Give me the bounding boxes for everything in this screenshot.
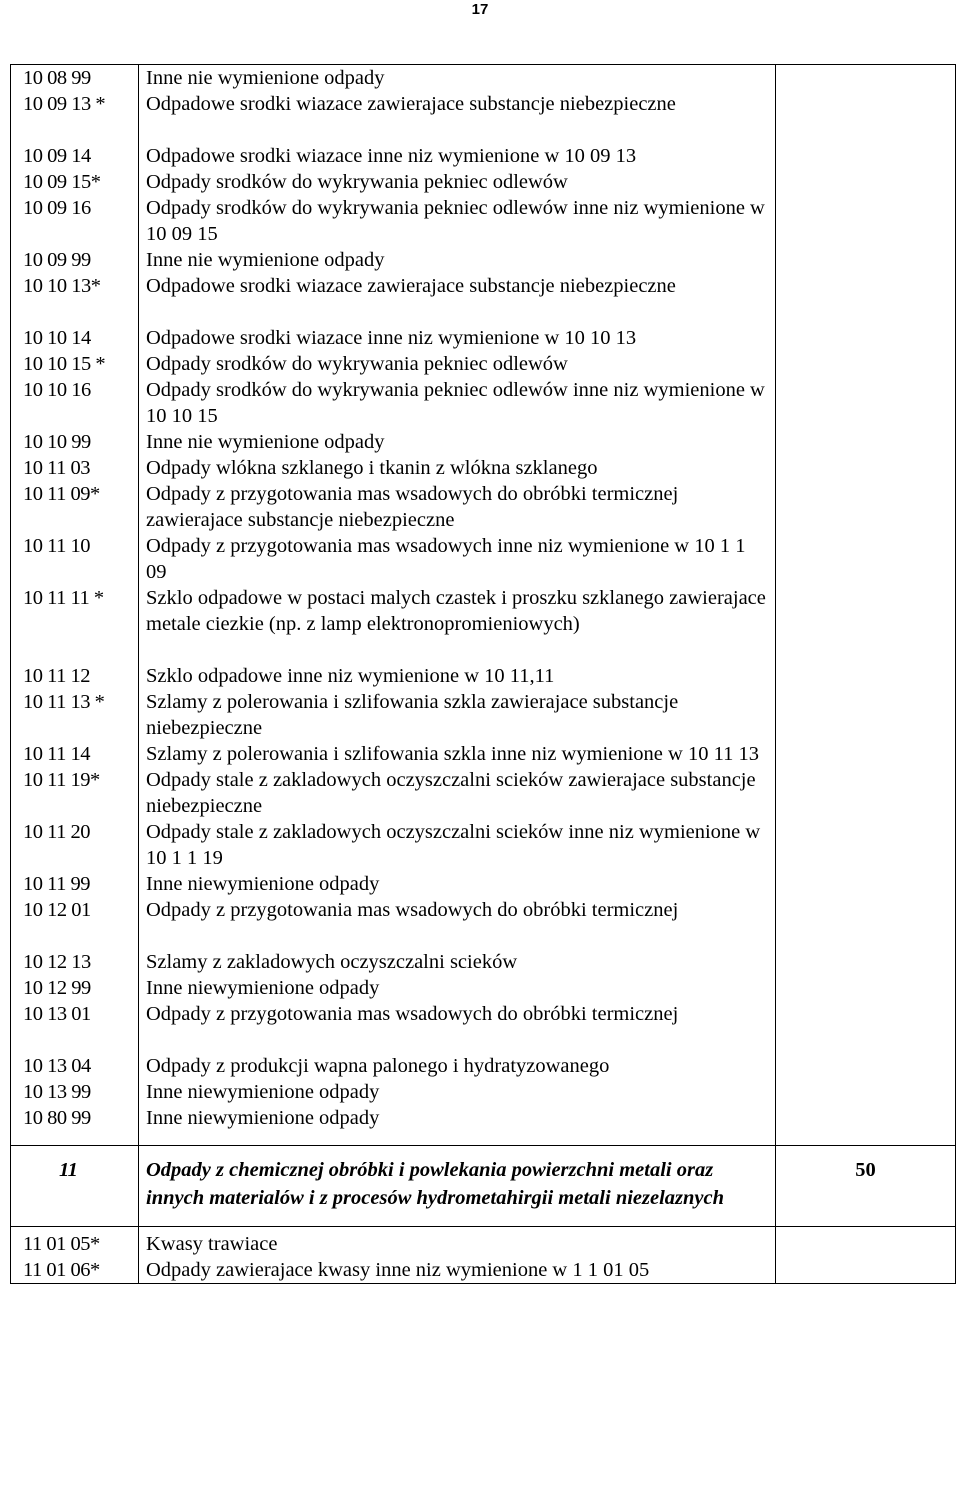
waste-description: Inne niewymienione odpady [139,1105,776,1146]
waste-description: Odpady z przygotowania mas wsadowych do obróbki termicznej [139,897,776,923]
waste-code: 11 01 05* [11,1227,139,1258]
waste-code: 10 08 99 [11,65,139,92]
waste-code: 10 10 99 [11,429,139,455]
table-row [11,1257,956,1284]
quantity-cell [776,65,956,92]
table-row [11,65,956,92]
waste-description: Kwasy trawiace [139,1227,776,1258]
waste-code: 10 10 14 [11,325,139,351]
waste-description: Szlamy z polerowania i szlifowania szkla zawierajace substancje niebezpieczne [139,689,776,741]
waste-code: 11 01 06* [11,1257,139,1284]
spacer-row [11,299,956,325]
waste-description: Odpady z produkcji wapna palonego i hydratyzowanego [139,1053,776,1079]
table-row [11,1001,956,1027]
waste-description: Odpady wlókna szklanego i tkanin z wlókna szklanego [139,455,776,481]
table-row [11,1079,956,1105]
waste-code: 10 09 14 [11,143,139,169]
waste-code: 10 11 12 [11,663,139,689]
spacer-row [11,637,956,663]
waste-code: 10 12 01 [11,897,139,923]
waste-code: 10 13 01 [11,1001,139,1027]
waste-code: 10 12 99 [11,975,139,1001]
section-row [11,1146,956,1227]
waste-description: Odpadowe srodki wiazace zawierajace substancje niebezpieczne [139,273,776,299]
waste-description: Odpady stale z zakladowych oczyszczalni scieków inne niz wymienione w 10 1 1 19 [139,819,776,871]
waste-code: 10 11 13 * [11,689,139,741]
waste-description: Odpady z przygotowania mas wsadowych do obróbki termicznej zawierajace substancje niebezpieczne [139,481,776,533]
waste-code: 10 09 16 [11,195,139,247]
table-row [11,351,956,377]
page-number: 17 [471,1,489,18]
waste-code: 10 11 99 [11,871,139,897]
waste-description: Odpadowe srodki wiazace inne niz wymienione w 10 09 13 [139,143,776,169]
table-row [11,169,956,195]
waste-description: Inne nie wymienione odpady [139,65,776,92]
waste-description: Odpady srodków do wykrywania pekniec odlewów inne niz wymienione w 10 10 15 [139,377,776,429]
waste-description: Szklo odpadowe inne niz wymienione w 10 11,11 [139,663,776,689]
waste-code: 10 10 16 [11,377,139,429]
waste-code: 10 13 04 [11,1053,139,1079]
table-row [11,663,956,689]
waste-code: 10 11 03 [11,455,139,481]
table-row [11,585,956,637]
waste-description: Odpady z przygotowania mas wsadowych do obróbki termicznej [139,1001,776,1027]
spacer-row [11,923,956,949]
waste-description: Odpadowe srodki wiazace zawierajace substancje niebezpieczne [139,91,776,117]
waste-code: 10 13 99 [11,1079,139,1105]
section-description: Odpady z chemicznej obróbki i powlekania powierzchni metali oraz innych materialów i z procesów hydrometahirgii metali niezelaznych [139,1146,776,1227]
waste-code: 10 12 13 [11,949,139,975]
table-row [11,481,956,533]
waste-code: 10 11 19* [11,767,139,819]
table-row [11,741,956,767]
table-row [11,949,956,975]
section-code: 11 [11,1146,139,1227]
waste-description: Odpady srodków do wykrywania pekniec odlewów [139,169,776,195]
table-row [11,897,956,923]
waste-description: Odpadowe srodki wiazace inne niz wymienione w 10 10 13 [139,325,776,351]
waste-code: 10 10 13* [11,273,139,299]
waste-description: Odpady zawierajace kwasy inne niz wymienione w 1 1 01 05 [139,1257,776,1284]
table-row [11,689,956,741]
waste-description: Odpady srodków do wykrywania pekniec odlewów inne niz wymienione w 10 09 15 [139,195,776,247]
waste-code: 10 11 11 * [11,585,139,637]
waste-description: Szlamy z polerowania i szlifowania szkla inne niz wymienione w 10 11 13 [139,741,776,767]
waste-code: 10 11 10 [11,533,139,585]
table-row [11,273,956,299]
table-row [11,1105,956,1146]
waste-description: Inne niewymienione odpady [139,975,776,1001]
table-row [11,377,956,429]
waste-description: Odpady srodków do wykrywania pekniec odlewów [139,351,776,377]
waste-code: 10 11 14 [11,741,139,767]
table-row [11,247,956,273]
waste-description: Odpady z przygotowania mas wsadowych inne niz wymienione w 10 1 1 09 [139,533,776,585]
waste-code: 10 11 20 [11,819,139,871]
waste-description: Inne nie wymienione odpady [139,429,776,455]
waste-description: Szklo odpadowe w postaci malych czastek i proszku szklanego zawierajace metale ciezkie (np. z lamp elektronopromieniowych) [139,585,776,637]
table-row [11,1053,956,1079]
spacer-row [11,117,956,143]
waste-code: 10 09 99 [11,247,139,273]
table-row [11,325,956,351]
table-row [11,533,956,585]
spacer-row [11,1027,956,1053]
table-row [11,767,956,819]
waste-description: Szlamy z zakladowych oczyszczalni scieków [139,949,776,975]
table-row [11,455,956,481]
waste-code: 10 09 15* [11,169,139,195]
table-row [11,91,956,117]
waste-description: Inne niewymienione odpady [139,1079,776,1105]
waste-code: 10 09 13 * [11,91,139,117]
table-row [11,143,956,169]
table-row [11,429,956,455]
waste-code: 10 10 15 * [11,351,139,377]
section-quantity: 50 [776,1146,956,1227]
waste-description: Inne nie wymienione odpady [139,247,776,273]
table-row [11,1227,956,1258]
waste-description: Inne niewymienione odpady [139,871,776,897]
waste-table [10,64,956,1284]
waste-code: 10 11 09* [11,481,139,533]
table-row [11,871,956,897]
waste-code: 10 80 99 [11,1105,139,1146]
waste-description: Odpady stale z zakladowych oczyszczalni scieków zawierajace substancje niebezpieczne [139,767,776,819]
table-row [11,975,956,1001]
table-row [11,819,956,871]
table-row [11,195,956,247]
